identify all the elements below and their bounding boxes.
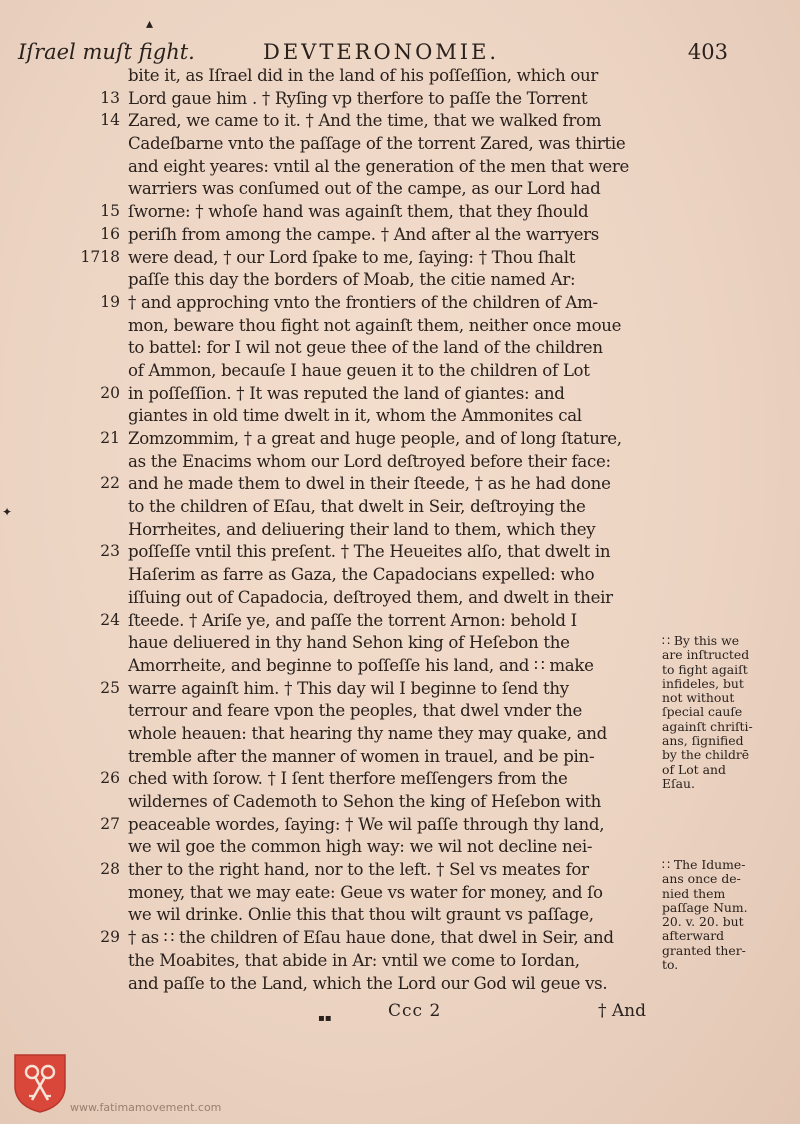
text-line — [0, 611, 800, 634]
text-line — [0, 134, 800, 157]
catchword: † And — [598, 1001, 647, 1021]
verse-number: 20 — [100, 383, 120, 402]
line-text: money, that we may eate: Geue vs water for money, and ſo — [128, 882, 603, 902]
line-text: ther to the right hand, nor to the left. † Sel vs meates for — [128, 860, 589, 880]
line-text: haue deliuered in thy hand Sehon king of Heſebon the — [128, 633, 570, 653]
text-line — [0, 497, 800, 520]
line-text: and eight yeares: vntil al the generation of the men that were — [128, 156, 630, 176]
note-line: ∷ The Idume- — [662, 857, 746, 872]
note-line: ſpecial cauſe — [662, 704, 743, 720]
note-line: afterward — [662, 928, 725, 944]
text-line — [0, 384, 800, 407]
note-line: paſſage Num. — [662, 899, 748, 915]
line-text: ſworne: † whoſe hand was againſt them, that they ſhould — [128, 202, 589, 222]
line-text: as the Enacims whom our Lord deſtroyed before their face: — [128, 451, 611, 471]
text-line — [0, 202, 800, 225]
text-line — [0, 111, 800, 134]
line-text: bite it, as Iſrael did in the land of his poſſeſſion, which our — [128, 66, 599, 85]
note-line: ans once de- — [662, 871, 741, 887]
text-line — [0, 293, 800, 316]
verse-number: 15 — [100, 202, 120, 221]
line-text: Cadeſbarne vnto the paſſage of the torrent Zared, was thirtie — [128, 134, 626, 154]
note-line: not without — [662, 690, 735, 706]
margin-note — [662, 858, 792, 972]
text-line — [0, 248, 800, 271]
note-line: to. — [662, 957, 679, 973]
verse-number: 26 — [100, 769, 120, 788]
line-text: Haſerim as farre as Gaza, the Capadocians expelled: who — [128, 565, 595, 585]
verse-number: 22 — [100, 474, 120, 493]
line-text: giantes in old time dwelt in it, whom the Ammonites cal — [128, 406, 582, 426]
header-title: DEVTERONOMIE. — [263, 40, 500, 64]
line-text: Zared, we came to it. † And the time, that we walked from — [128, 111, 602, 131]
page-number: 403 — [687, 40, 728, 64]
line-text: paſſe this day the borders of Moab, the citie named Ar: — [128, 270, 576, 290]
note-line: 20. v. 20. but — [662, 914, 744, 930]
signature-mark: Ccc 2 — [388, 1001, 442, 1021]
verse-number: 23 — [100, 542, 120, 561]
line-text: Horrheites, and deliuering their land to them, which they — [128, 519, 596, 539]
line-text: ched with ſorow. † I ſent therfore meſſengers from the — [128, 769, 568, 789]
note-line: ans, ſignified — [662, 733, 744, 749]
line-text: poſſeſſe vntil this preſent. † The Heueites alſo, that dwelt in — [128, 542, 611, 562]
line-text: ſteede. † Ariſe ye, and paſſe the torrent Arnon: behold I — [128, 610, 577, 630]
line-text: warre againſt him. † This day wil I beginne to ſend thy — [128, 678, 569, 698]
text-line — [0, 815, 800, 838]
note-line: to fight agaiſt — [662, 661, 748, 677]
papal-keys-shield-icon[interactable] — [12, 1052, 68, 1114]
text-line — [0, 66, 800, 89]
text-line — [0, 270, 800, 293]
ink-mark-icon: ▴ — [146, 16, 154, 32]
line-text: wildernes of Cademoth to Sehon the king of Heſebon with — [128, 792, 602, 811]
line-text: the Moabites, that abide in Ar: vntil we come to Iordan, — [128, 950, 580, 970]
verse-number: 27 — [100, 814, 120, 833]
text-line — [0, 361, 800, 384]
verse-number: 28 — [100, 860, 120, 879]
line-text: Amorrheite, and beginne to poſſeſſe his land, and ∷ make — [128, 655, 594, 675]
line-text: were dead, † our Lord ſpake to me, ſaying: † Thou ſhalt — [128, 247, 576, 267]
text-line — [0, 974, 800, 997]
website-link[interactable]: www.fatimamovement.com — [70, 1101, 222, 1114]
text-line — [0, 406, 800, 429]
text-line — [0, 792, 800, 815]
note-line: ∷ By this we — [662, 633, 740, 648]
line-text: iſſuing out of Capadocia, deſtroyed them, and dwelt in their — [128, 587, 613, 607]
line-text: Zomzommim, † a great and huge people, and of long ſtature, — [128, 429, 622, 448]
line-text: to battel: for I wil not geue thee of the land of the children — [128, 338, 603, 358]
text-line — [0, 565, 800, 588]
header-left: Iſrael muſt fight. — [18, 40, 195, 64]
verse-number: 19 — [100, 292, 120, 311]
text-line — [0, 542, 800, 565]
line-text: terrour and feare vpon the peoples, that dwel vnder the — [128, 701, 583, 721]
line-text: we wil drinke. Onlie this that thou wilt graunt vs paſſage, — [128, 905, 594, 925]
line-text: in poſſeſſion. † It was reputed the land of giantes: and — [128, 383, 565, 403]
text-line — [0, 89, 800, 112]
margin-mark-icon: ✦ — [2, 505, 13, 519]
line-text: mon, beware thou fight not againſt them, neither once moue — [128, 315, 622, 335]
note-line: Eſau. — [662, 775, 695, 791]
line-text: peaceable wordes, ſaying: † We wil paſſe through thy land, — [128, 814, 605, 834]
text-line — [0, 452, 800, 475]
verse-number: 21 — [100, 429, 120, 447]
footer-dots: ▪▪ — [318, 1013, 332, 1024]
line-text: whole heauen: that hearing thy name they may quake, and — [128, 723, 608, 743]
text-line — [0, 588, 800, 611]
text-line — [0, 157, 800, 180]
line-text: and paſſe to the Land, which the Lord our God wil geue vs. — [128, 973, 608, 993]
note-line: are inſtructed — [662, 647, 750, 663]
verse-number: 24 — [100, 610, 120, 629]
note-line: nied them — [662, 885, 726, 901]
margin-note — [662, 634, 792, 791]
text-line — [0, 429, 800, 452]
line-text: † as ∷ the children of Eſau haue done, that dwel in Seir, and — [128, 928, 614, 948]
verse-number: 1718 — [80, 247, 120, 266]
note-line: of Lot and — [662, 761, 726, 777]
note-line: granted ther- — [662, 942, 746, 958]
text-line — [0, 179, 800, 202]
text-line — [0, 338, 800, 361]
text-line — [0, 225, 800, 248]
text-line — [0, 520, 800, 543]
note-line: by the childrē — [662, 747, 750, 763]
line-text: † and approching vnto the frontiers of the children of Am- — [128, 292, 598, 312]
line-text: to the children of Eſau, that dwelt in Seir, deſtroying the — [128, 497, 586, 517]
line-text: warriers was conſumed out of the campe, as our Lord had — [128, 179, 601, 199]
line-text: tremble after the manner of women in trauel, and be pin- — [128, 746, 595, 766]
line-text: and he made them to dwel in their ſteede, † as he had done — [128, 474, 611, 494]
verse-number: 29 — [100, 928, 120, 947]
verse-number: 16 — [100, 224, 120, 243]
line-text: periſh from among the campe. † And after al the warryers — [128, 224, 600, 244]
note-line: againſt chriſti- — [662, 718, 753, 734]
line-text: of Ammon, becauſe I haue geuen it to the children of Lot — [128, 360, 590, 380]
note-line: infideles, but — [662, 675, 744, 691]
text-line — [0, 316, 800, 339]
line-text: Lord gaue him . † Ryſing vp therfore to paſſe the Torrent — [128, 88, 588, 108]
verse-number: 14 — [100, 111, 120, 130]
verse-number: 13 — [100, 88, 120, 107]
verse-number: 25 — [100, 678, 120, 697]
line-text: we wil goe the common high way: we wil not decline nei- — [128, 837, 593, 857]
text-line — [0, 474, 800, 497]
